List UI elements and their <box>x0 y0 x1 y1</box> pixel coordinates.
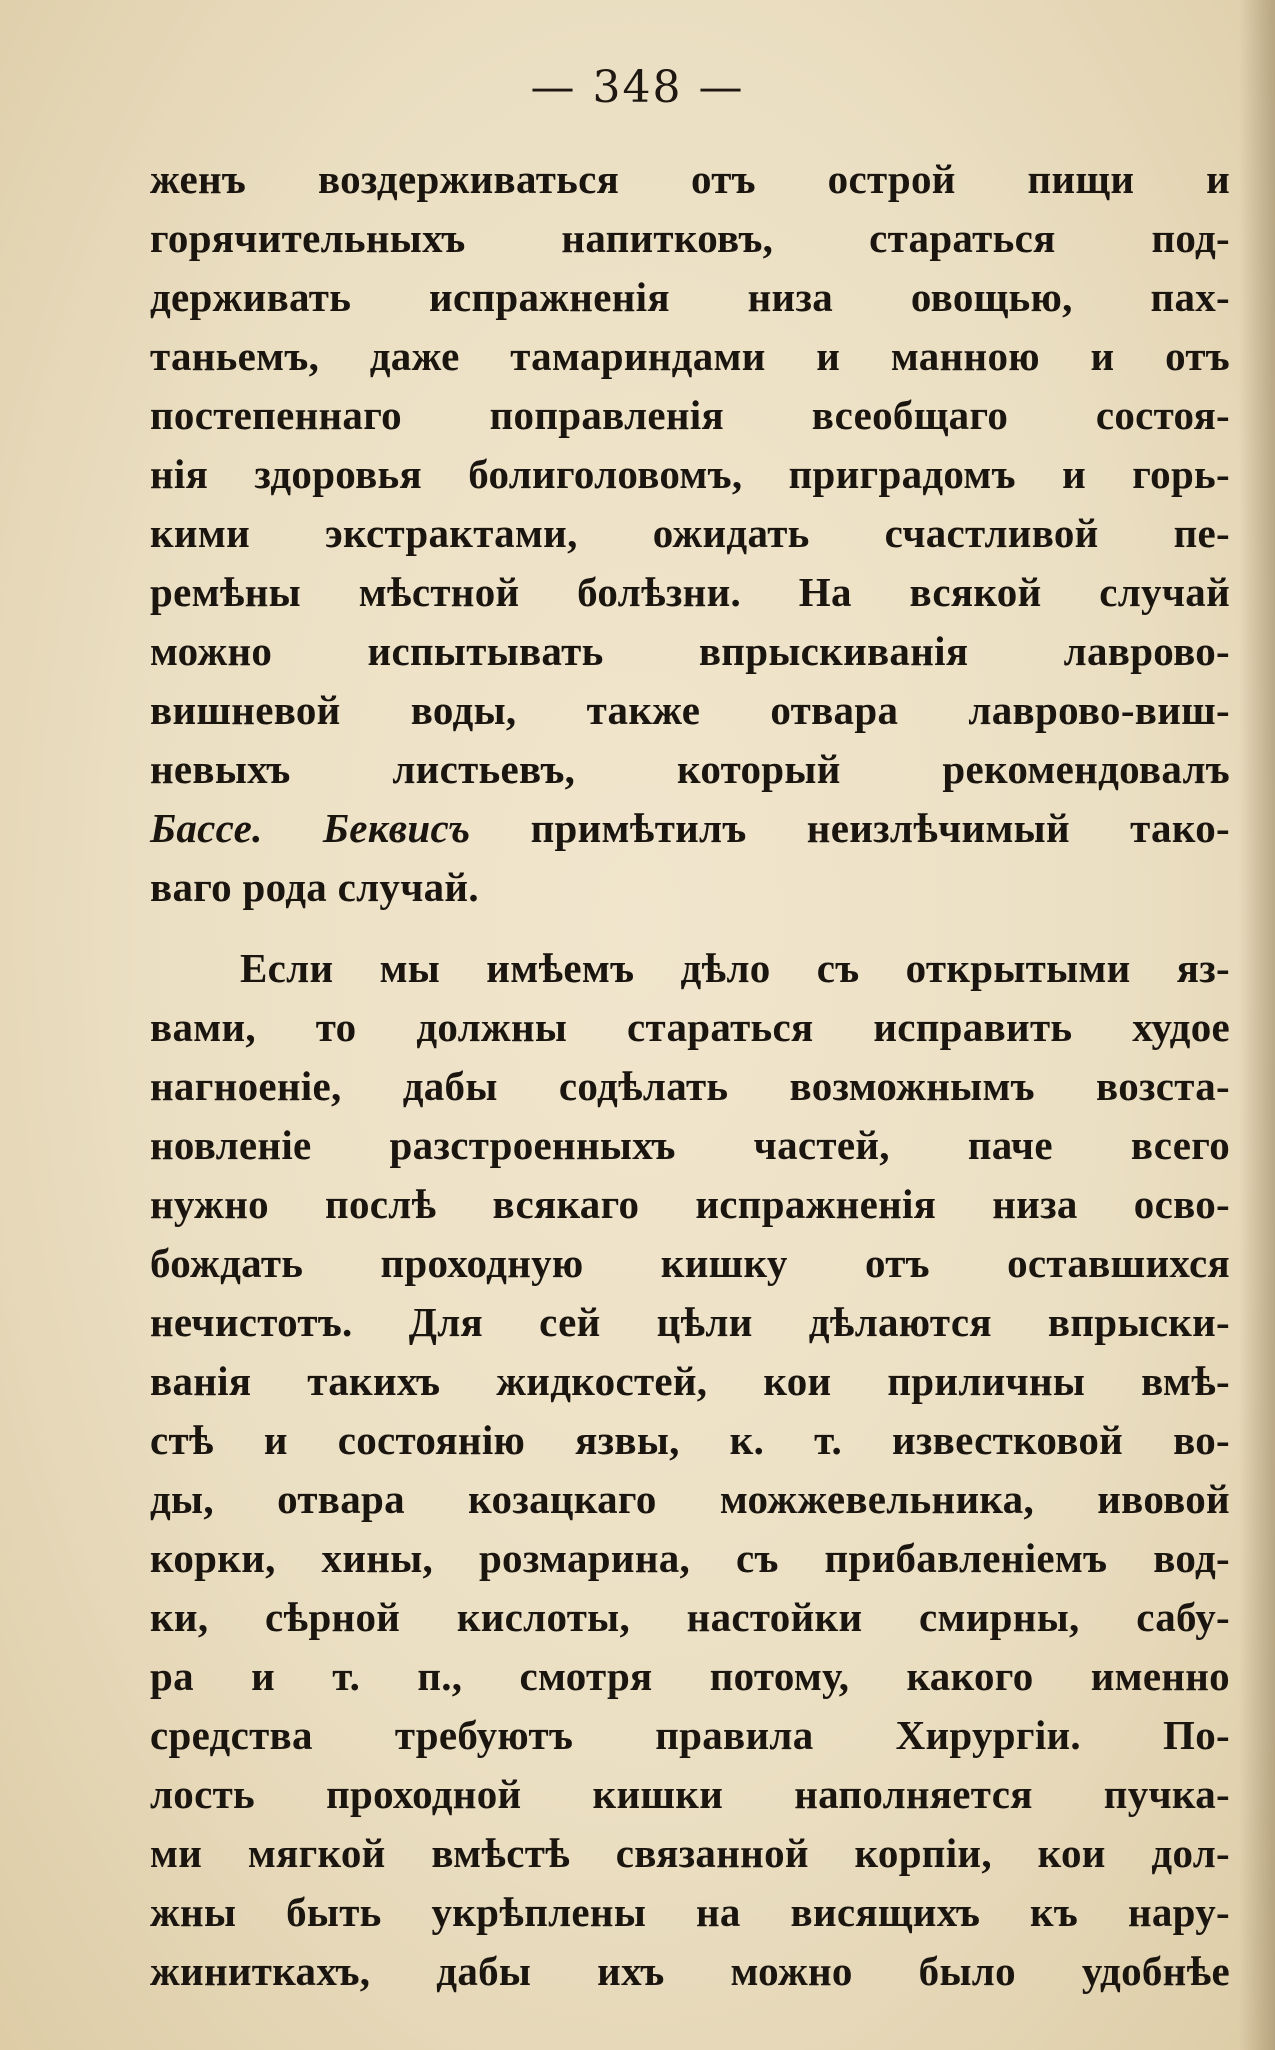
text-line: ды, отвара козацкаго можжевельника, ивовой <box>150 1476 1230 1522</box>
text-line: ремѣны мѣстной болѣзни. На всякой случай <box>150 569 1230 615</box>
page-number: — 348 — <box>530 62 745 113</box>
paragraph-gap <box>150 917 1230 939</box>
text-line: горячительныхъ напитковъ, стараться под- <box>150 215 1230 261</box>
text-line: ми мягкой вмѣстѣ связанной корпіи, кои дол- <box>150 1830 1230 1876</box>
text-line: ра и т. п., смотря потому, какого именно <box>150 1653 1230 1699</box>
text-line: стѣ и состоянію язвы, к. т. известковой во- <box>150 1417 1230 1463</box>
text-line: нагноеніе, дабы содѣлать возможнымъ возста- <box>150 1063 1230 1109</box>
text-line: нечистотъ. Для сей цѣли дѣлаются впрыски- <box>150 1299 1230 1345</box>
text-line: корки, хины, розмарина, съ прибавленіемъ вод- <box>150 1535 1230 1581</box>
text-line: жны быть укрѣплены на висящихъ къ нару- <box>150 1889 1230 1935</box>
text-line: вами, то должны стараться исправить худое <box>150 1004 1230 1050</box>
text-line: новленіе разстроенныхъ частей, паче всего <box>150 1122 1230 1168</box>
text-line: кими экстрактами, ожидать счастливой пе- <box>150 510 1230 556</box>
text-line: лость проходной кишки наполняется пучка- <box>150 1771 1230 1817</box>
page-text <box>150 150 1230 2001</box>
text-line: таньемъ, даже тамариндами и манною и отъ <box>150 333 1230 379</box>
text-line: можно испытывать впрыскиванія лаврово- <box>150 628 1230 674</box>
text-line: женъ воздерживаться отъ острой пищи и <box>150 156 1230 202</box>
paragraph-start-line: Если мы имѣемъ дѣло съ открытыми яз- <box>240 945 1230 991</box>
text-line: средства требуютъ правила Хирургіи. По- <box>150 1712 1230 1758</box>
text-line: ки, сѣрной кислоты, настойки смирны, сабу- <box>150 1594 1230 1640</box>
text-line: постепеннаго поправленія всеобщаго состоя- <box>150 392 1230 438</box>
text-line: жиниткахъ, дабы ихъ можно было удобнѣе <box>150 1948 1230 1994</box>
text-line: невыхъ листьевъ, который рекомендовалъ <box>150 746 1230 792</box>
text-line: бождать проходную кишку отъ оставшихся <box>150 1240 1230 1286</box>
author-name-bekvis: Беквисъ <box>322 805 471 851</box>
text-line: нія здоровья болиголовомъ, приградомъ и горь- <box>150 451 1230 497</box>
paragraph-end-line: ваго рода случай. <box>150 864 479 910</box>
text-fragment: примѣтилъ неизлѣчимый тако- <box>530 805 1230 851</box>
text-line: нужно послѣ всякаго испражненія низа осво- <box>150 1181 1230 1227</box>
page-edge-shadow <box>1239 0 1275 2050</box>
text-line: ванія такихъ жидкостей, кои приличны вмѣ- <box>150 1358 1230 1404</box>
text-line-with-names <box>150 799 1230 858</box>
text-line: вишневой воды, также отвара лаврово-виш- <box>150 687 1230 733</box>
text-line: держивать испражненія низа овощью, пах- <box>150 274 1230 320</box>
author-name-basse: Бассе. <box>150 805 263 851</box>
